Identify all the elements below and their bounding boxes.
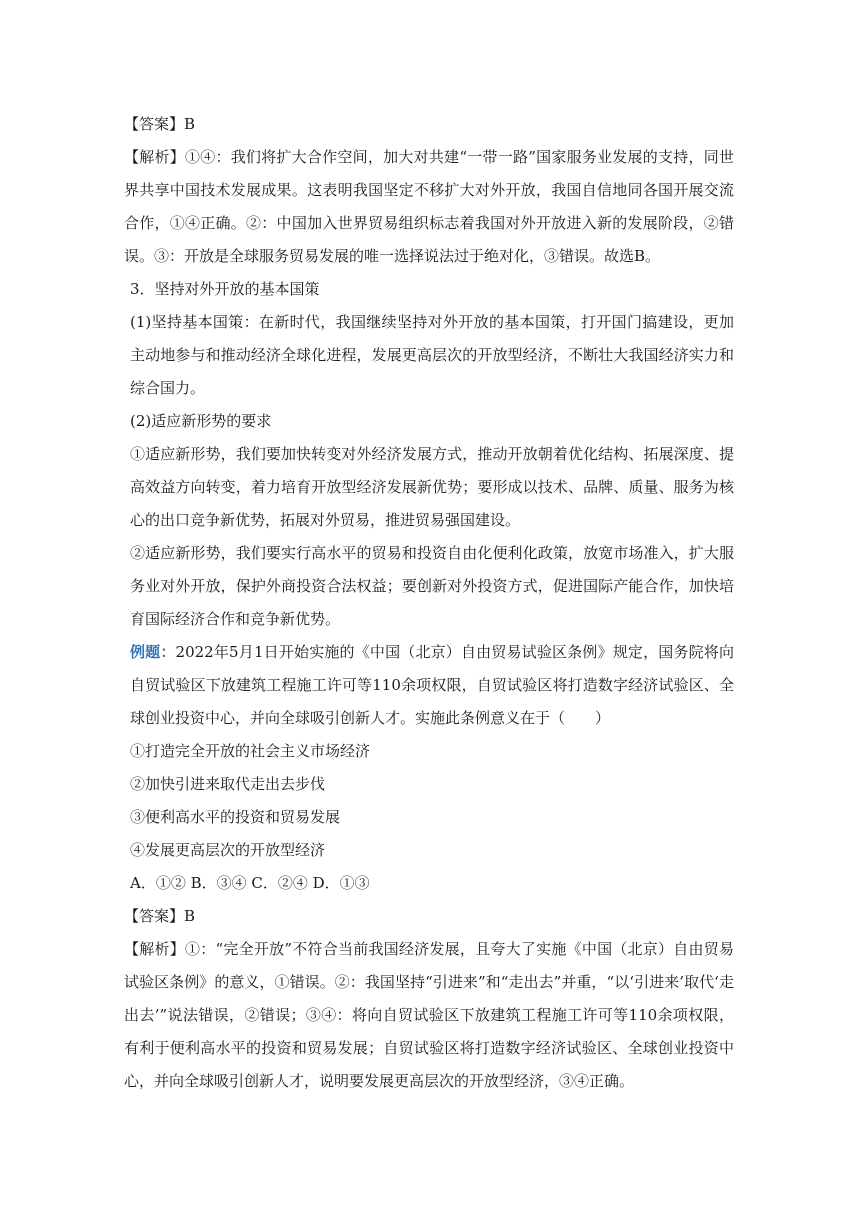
requirement-item-1: ①适应新形势，我们要加快转变对外经济发展方式，推动开放朝着优化结构、拓展深度、提高效益方向转变，着力培育开放型经济发展新优势；要形成以技术、品牌、质量、服务为核心的出口竞争新优势，拓展对外贸易，推进贸易强国建设。 <box>130 445 734 529</box>
example-question <box>130 636 734 735</box>
page-content <box>124 108 734 1098</box>
analysis-paragraph-1: 【解析】①④：我们将扩大合作空间，加大对共建“一带一路”国家服务业发展的支持，同世界共享中国技术发展成果。这表明我国坚定不移扩大对外开放，我国自信地同各国开展交流合作，①④正确。②：中国加入世界贸易组织标志着我国对外开放进入新的发展阶段，②错误。③：开放是全球服务贸易发展的唯一选择说法过于绝对化，③错误。故选B。 <box>124 148 734 265</box>
requirement-item-2: ②适应新形势，我们要实行高水平的贸易和投资自由化便利化政策，放宽市场准入，扩大服务业对外开放，保护外商投资合法权益；要创新对外投资方式，促进国际产能合作，加快培育国际经济合作和竞争新优势。 <box>130 544 734 628</box>
answer-options: A．①② B．③④ C．②④ D．①③ <box>130 874 370 892</box>
statement-1: ①打造完全开放的社会主义市场经济 <box>130 742 371 760</box>
policy-paragraph: (1)坚持基本国策：在新时代，我国继续坚持对外开放的基本国策，打开国门搞建设，更加主动地参与和推动经济全球化进程，发展更高层次的开放型经济，不断壮大我国经济实力和综合国力。 <box>130 313 734 397</box>
section-heading: 3．坚持对外开放的基本国策 <box>130 280 320 298</box>
answer-line-1: 【答案】B <box>124 115 196 133</box>
statement-2: ②加快引进来取代走出去步伐 <box>130 775 326 793</box>
example-label: 例题： <box>130 643 176 661</box>
statement-3: ③便利高水平的投资和贸易发展 <box>130 808 341 826</box>
answer-line-2: 【答案】B <box>124 907 196 925</box>
example-question-text: 2022年5月1日开始实施的《中国（北京）自由贸易试验区条例》规定，国务院将向自贸试验区下放建筑工程施工许可等110余项权限，自贸试验区将打造数字经济试验区、全球创业投资中心，并向全球吸引创新人才。实施此条例意义在于（ ） <box>130 643 734 727</box>
subsection-heading: (2)适应新形势的要求 <box>130 412 272 430</box>
analysis-paragraph-2: 【解析】①：“完全开放”不符合当前我国经济发展，且夸大了实施《中国（北京）自由贸易试验区条例》的意义，①错误。②：我国坚持“引进来”和“走出去”并重，“以‘引进来’取代‘走出去’”说法错误，②错误；③④：将向自贸试验区下放建筑工程施工许可等110余项权限，有利于便利高水平的投资和贸易发展；自贸试验区将打造数字经济试验区、全球创业投资中心，并向全球吸引创新人才，说明要发展更高层次的开放型经济，③④正确。 <box>124 940 734 1090</box>
statement-4: ④发展更高层次的开放型经济 <box>130 841 326 859</box>
